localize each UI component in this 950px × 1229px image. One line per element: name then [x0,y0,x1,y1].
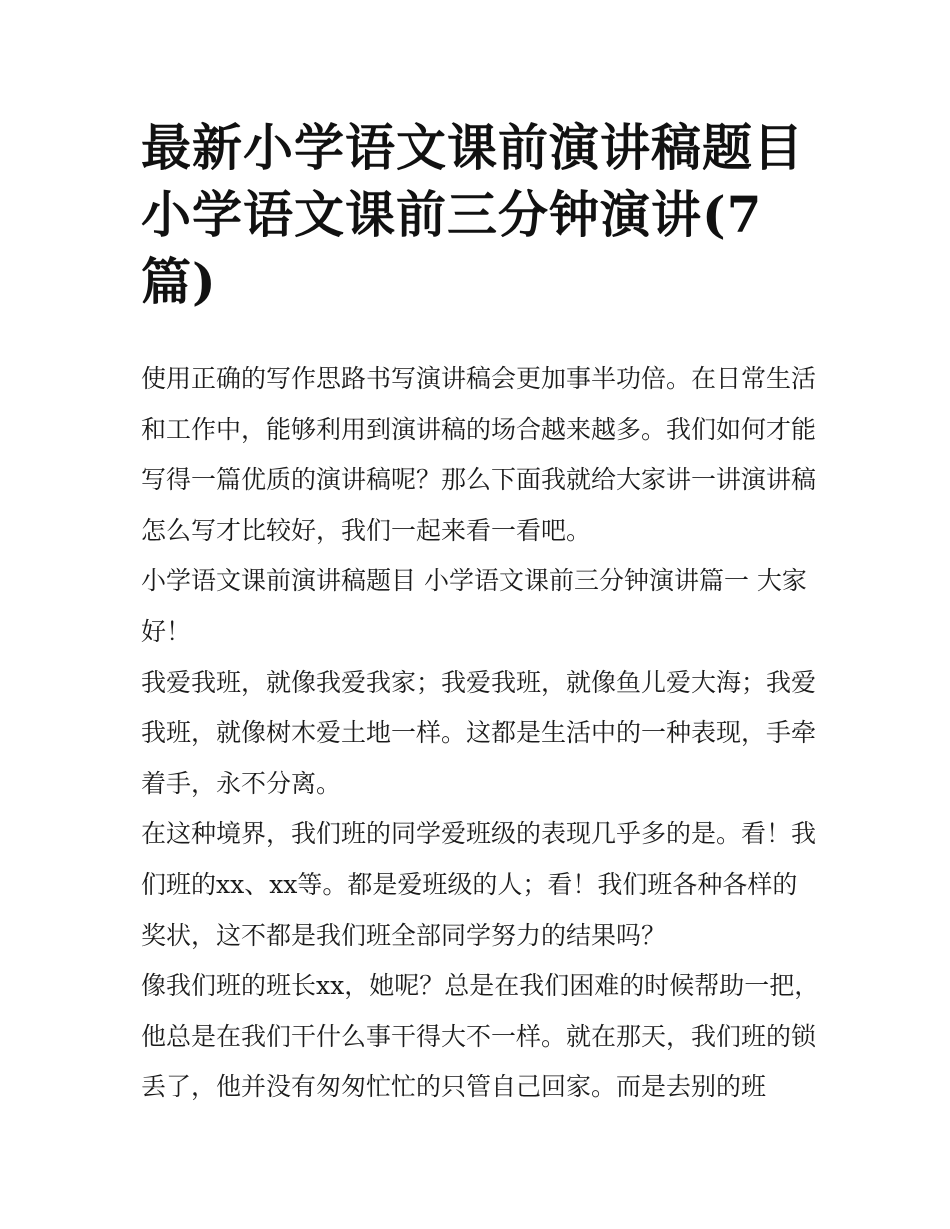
paragraph-intro: 使用正确的写作思路书写演讲稿会更加事半功倍。在日常生活和工作中，能够利用到演讲稿的场合越来越多。我们如何才能写得一篇优质的演讲稿呢？那么下面我就给大家讲一讲演讲稿怎么写才比较好，我们一起来看一看吧。 [141,364,817,545]
document-body [141,354,821,1113]
paragraph-monitor: 像我们班的班长xx，她呢？总是在我们困难的时候帮助一把，他总是在我们干什么事干得大不一样。就在那天，我们班的锁丢了，他并没有匆匆忙忙的只管自己回家。而是去别的班 [141,971,820,1102]
paragraph-classmates: 在这种境界，我们班的同学爱班级的表现几乎多的是。看！我们班的xx、xx等。都是爱班级的人；看！我们班各种各样的奖状，这不都是我们班全部同学努力的结果吗？ [141,819,817,950]
paragraph-love-class: 我爱我班，就像我爱我家；我爱我班，就像鱼儿爱大海；我爱我班，就像树木爱土地一样。这都是生活中的一种表现，手牵着手，永不分离。 [141,667,817,798]
document-title: 最新小学语文课前演讲稿题目 小学语文课前三分钟演讲(7篇) [141,118,804,311]
paragraph-section-heading: 小学语文课前演讲稿题目 小学语文课前三分钟演讲篇一 大家好！ [141,566,807,646]
